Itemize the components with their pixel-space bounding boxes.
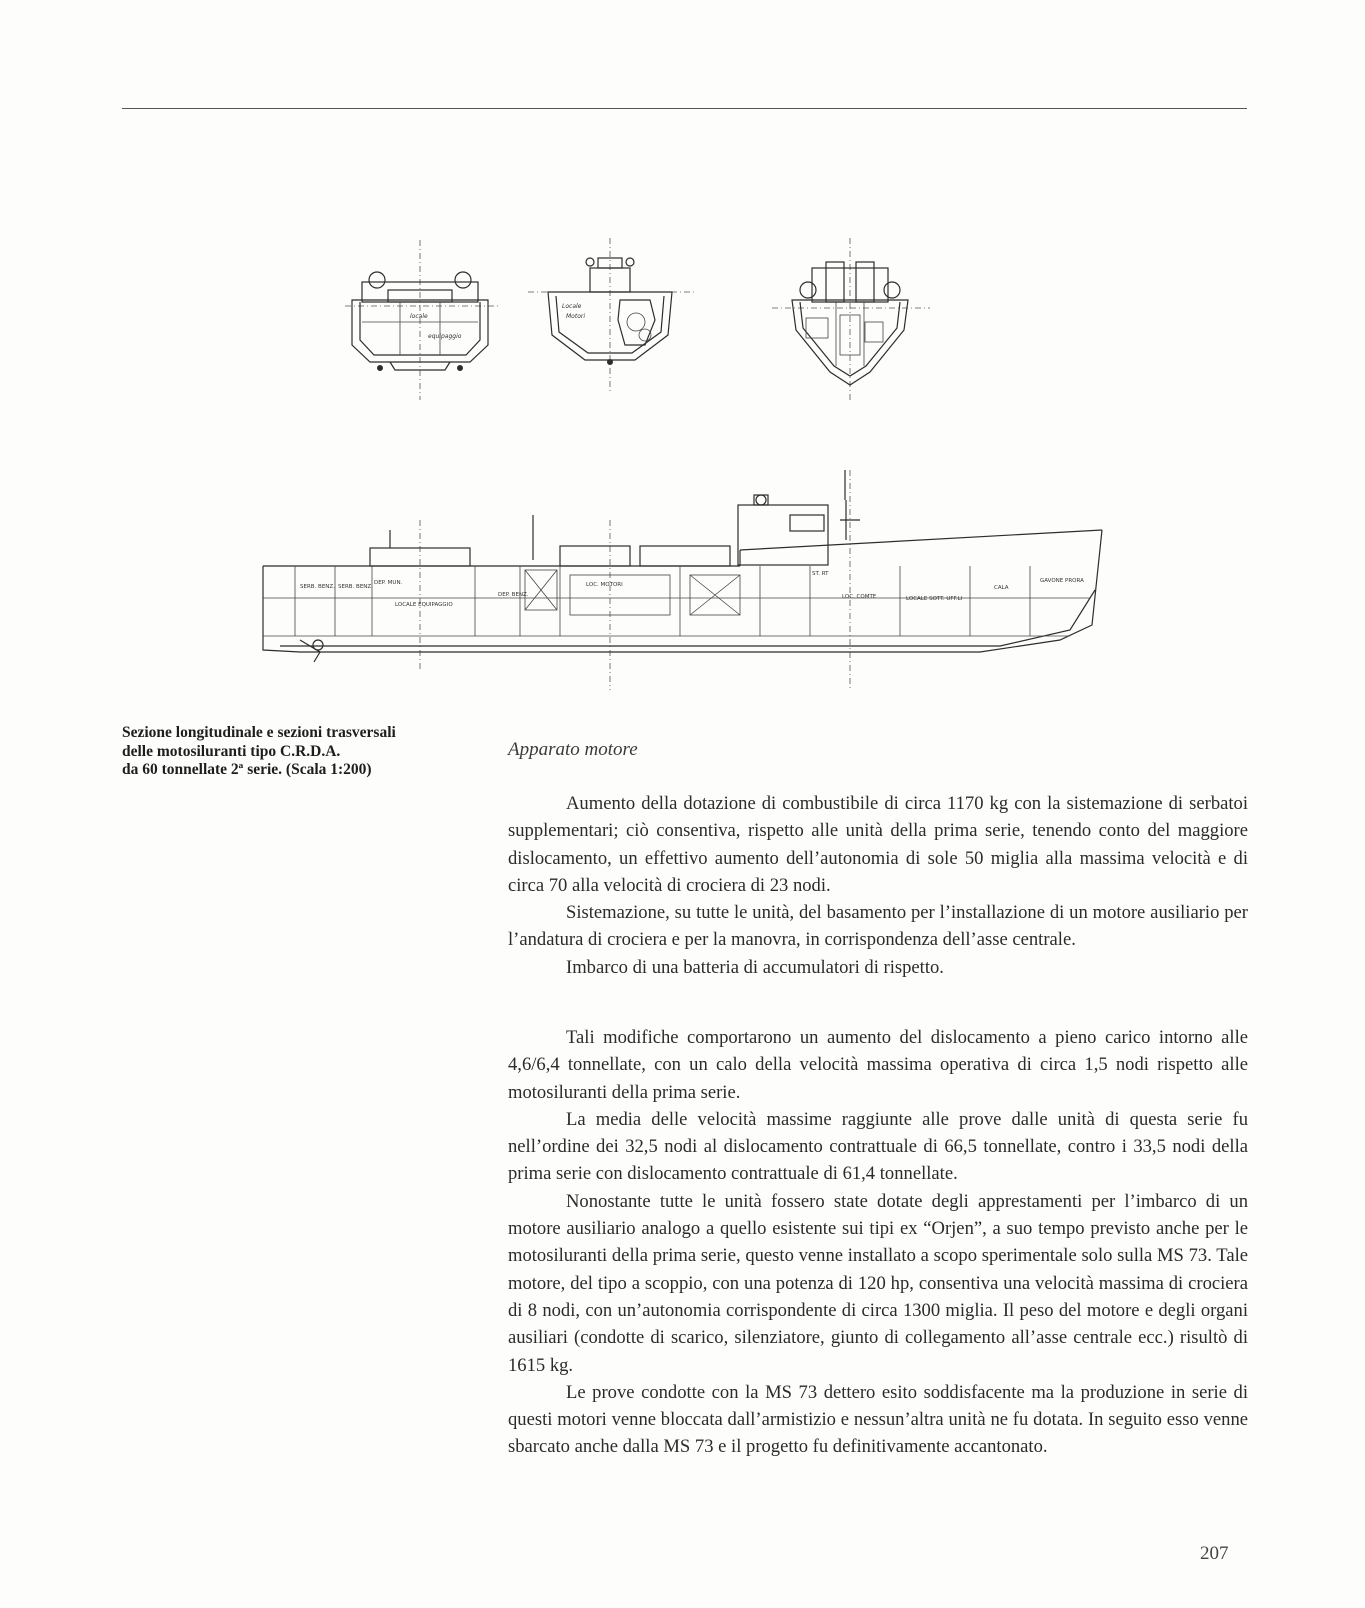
profile-label-5: DEP. BENZ. bbox=[498, 592, 529, 598]
transverse-section-forward bbox=[772, 238, 930, 402]
profile-label-11: GAVONE PRORA bbox=[1040, 578, 1084, 584]
page-number: 207 bbox=[1200, 1543, 1229, 1564]
profile-label-8: LOC. COMTE bbox=[842, 594, 877, 600]
profile-label-1: SERB. BENZ. bbox=[300, 584, 335, 590]
transverse-section-engine bbox=[528, 238, 695, 392]
paragraph: La media delle velocità massime raggiunte alle prove dalle unità di questa serie fu nell’ordine dei 32,5 nodi al dislocamento contrattuale di 66,5 tonnellate, contro i 33,5 nodi della prima serie con dislocamento contrattuale di 61,4 tonnellate. bbox=[508, 1108, 1248, 1185]
section1-label-2: equipaggio bbox=[428, 333, 462, 340]
body-text-block-2 bbox=[508, 1024, 1248, 1461]
ship-drawings bbox=[0, 0, 1365, 700]
profile-label-10: CALA bbox=[994, 585, 1009, 591]
section2-label-2: Motori bbox=[566, 313, 586, 320]
paragraph: Le prove condotte con la MS 73 dettero esito soddisfacente ma la produzione in serie di questi motori venne bloccata dall’armistizio e nessun’altra unità ne fu dotata. In seguito esso venne sbarcato anche dalla MS 73 e il progetto fu definitivamente accantonato. bbox=[508, 1381, 1248, 1458]
paragraph: Imbarco di una batteria di accumulatori di rispetto. bbox=[566, 956, 944, 978]
paragraph: Sistemazione, su tutte le unità, del basamento per l’installazione di un motore ausiliario per l’andatura di crociera e per la manovra, in corrispondenza dell’asse centrale. bbox=[508, 902, 1248, 951]
section1-label-1: locale bbox=[410, 313, 428, 320]
profile-label-2: SERB. BENZ. bbox=[338, 584, 373, 590]
paragraph: Tali modifiche comportarono un aumento del dislocamento a pieno carico intorno alle 4,6/6,4 tonnellate, con un calo della velocità massima operativa di circa 1,5 nodi rispetto alle motosiluranti della prima serie. bbox=[508, 1027, 1248, 1103]
caption-line: delle motosiluranti tipo C.R.D.A. bbox=[122, 742, 341, 760]
paragraph: Nonostante tutte le unità fossero state dotate degli apprestamenti per l’imbarco di un motore ausiliario analogo a quello esistente sui tipi ex “Orjen”, a suo tempo previsto anche per le motosiluranti della prima serie, questo venne installato a scopo sperimentale solo sulla MS 73. Tale motore, del tipo a scoppio, con una potenza di 120 hp, consentiva una velocità massima di crociera di 8 nodi, con un’autonomia corrispondente di circa 1300 miglia. Il peso del motore e degli organi ausiliari (condotte di scarico, silenziatore, giunto di collegamento all’asse centrale ecc.) risultò di 1615 kg. bbox=[508, 1190, 1248, 1376]
section2-label-1: Locale bbox=[562, 303, 582, 310]
longitudinal-profile bbox=[263, 470, 1102, 690]
profile-label-4: LOCALE EQUIPAGGIO bbox=[395, 602, 453, 608]
paragraph: Aumento della dotazione di combustibile di circa 1170 kg con la sistemazione di serbatoi supplementari; ciò consentiva, rispetto alle unità della prima serie, tenendo conto del maggiore dislocamento, un effettivo aumento dell’autonomia di sole 50 miglia alla massima velocità e di circa 70 alla velocità di crociera di 23 nodi. bbox=[508, 793, 1248, 896]
caption-line: da 60 tonnellate 2ª serie. (Scala 1:200) bbox=[122, 761, 372, 778]
transverse-section-aft bbox=[345, 240, 500, 400]
figure-caption bbox=[122, 724, 482, 780]
profile-label-3: DEP. MUN. bbox=[374, 580, 403, 586]
profile-label-7: ST. RT bbox=[812, 571, 829, 577]
section-heading: Apparato motore bbox=[508, 739, 638, 760]
body-text-block-1 bbox=[508, 790, 1248, 981]
profile-label-9: LOCALE SOTT. UFF.LI bbox=[906, 596, 963, 602]
profile-label-6: LOC. MOTORI bbox=[586, 582, 623, 588]
caption-line: Sezione longitudinale e sezioni trasversali bbox=[122, 724, 396, 741]
